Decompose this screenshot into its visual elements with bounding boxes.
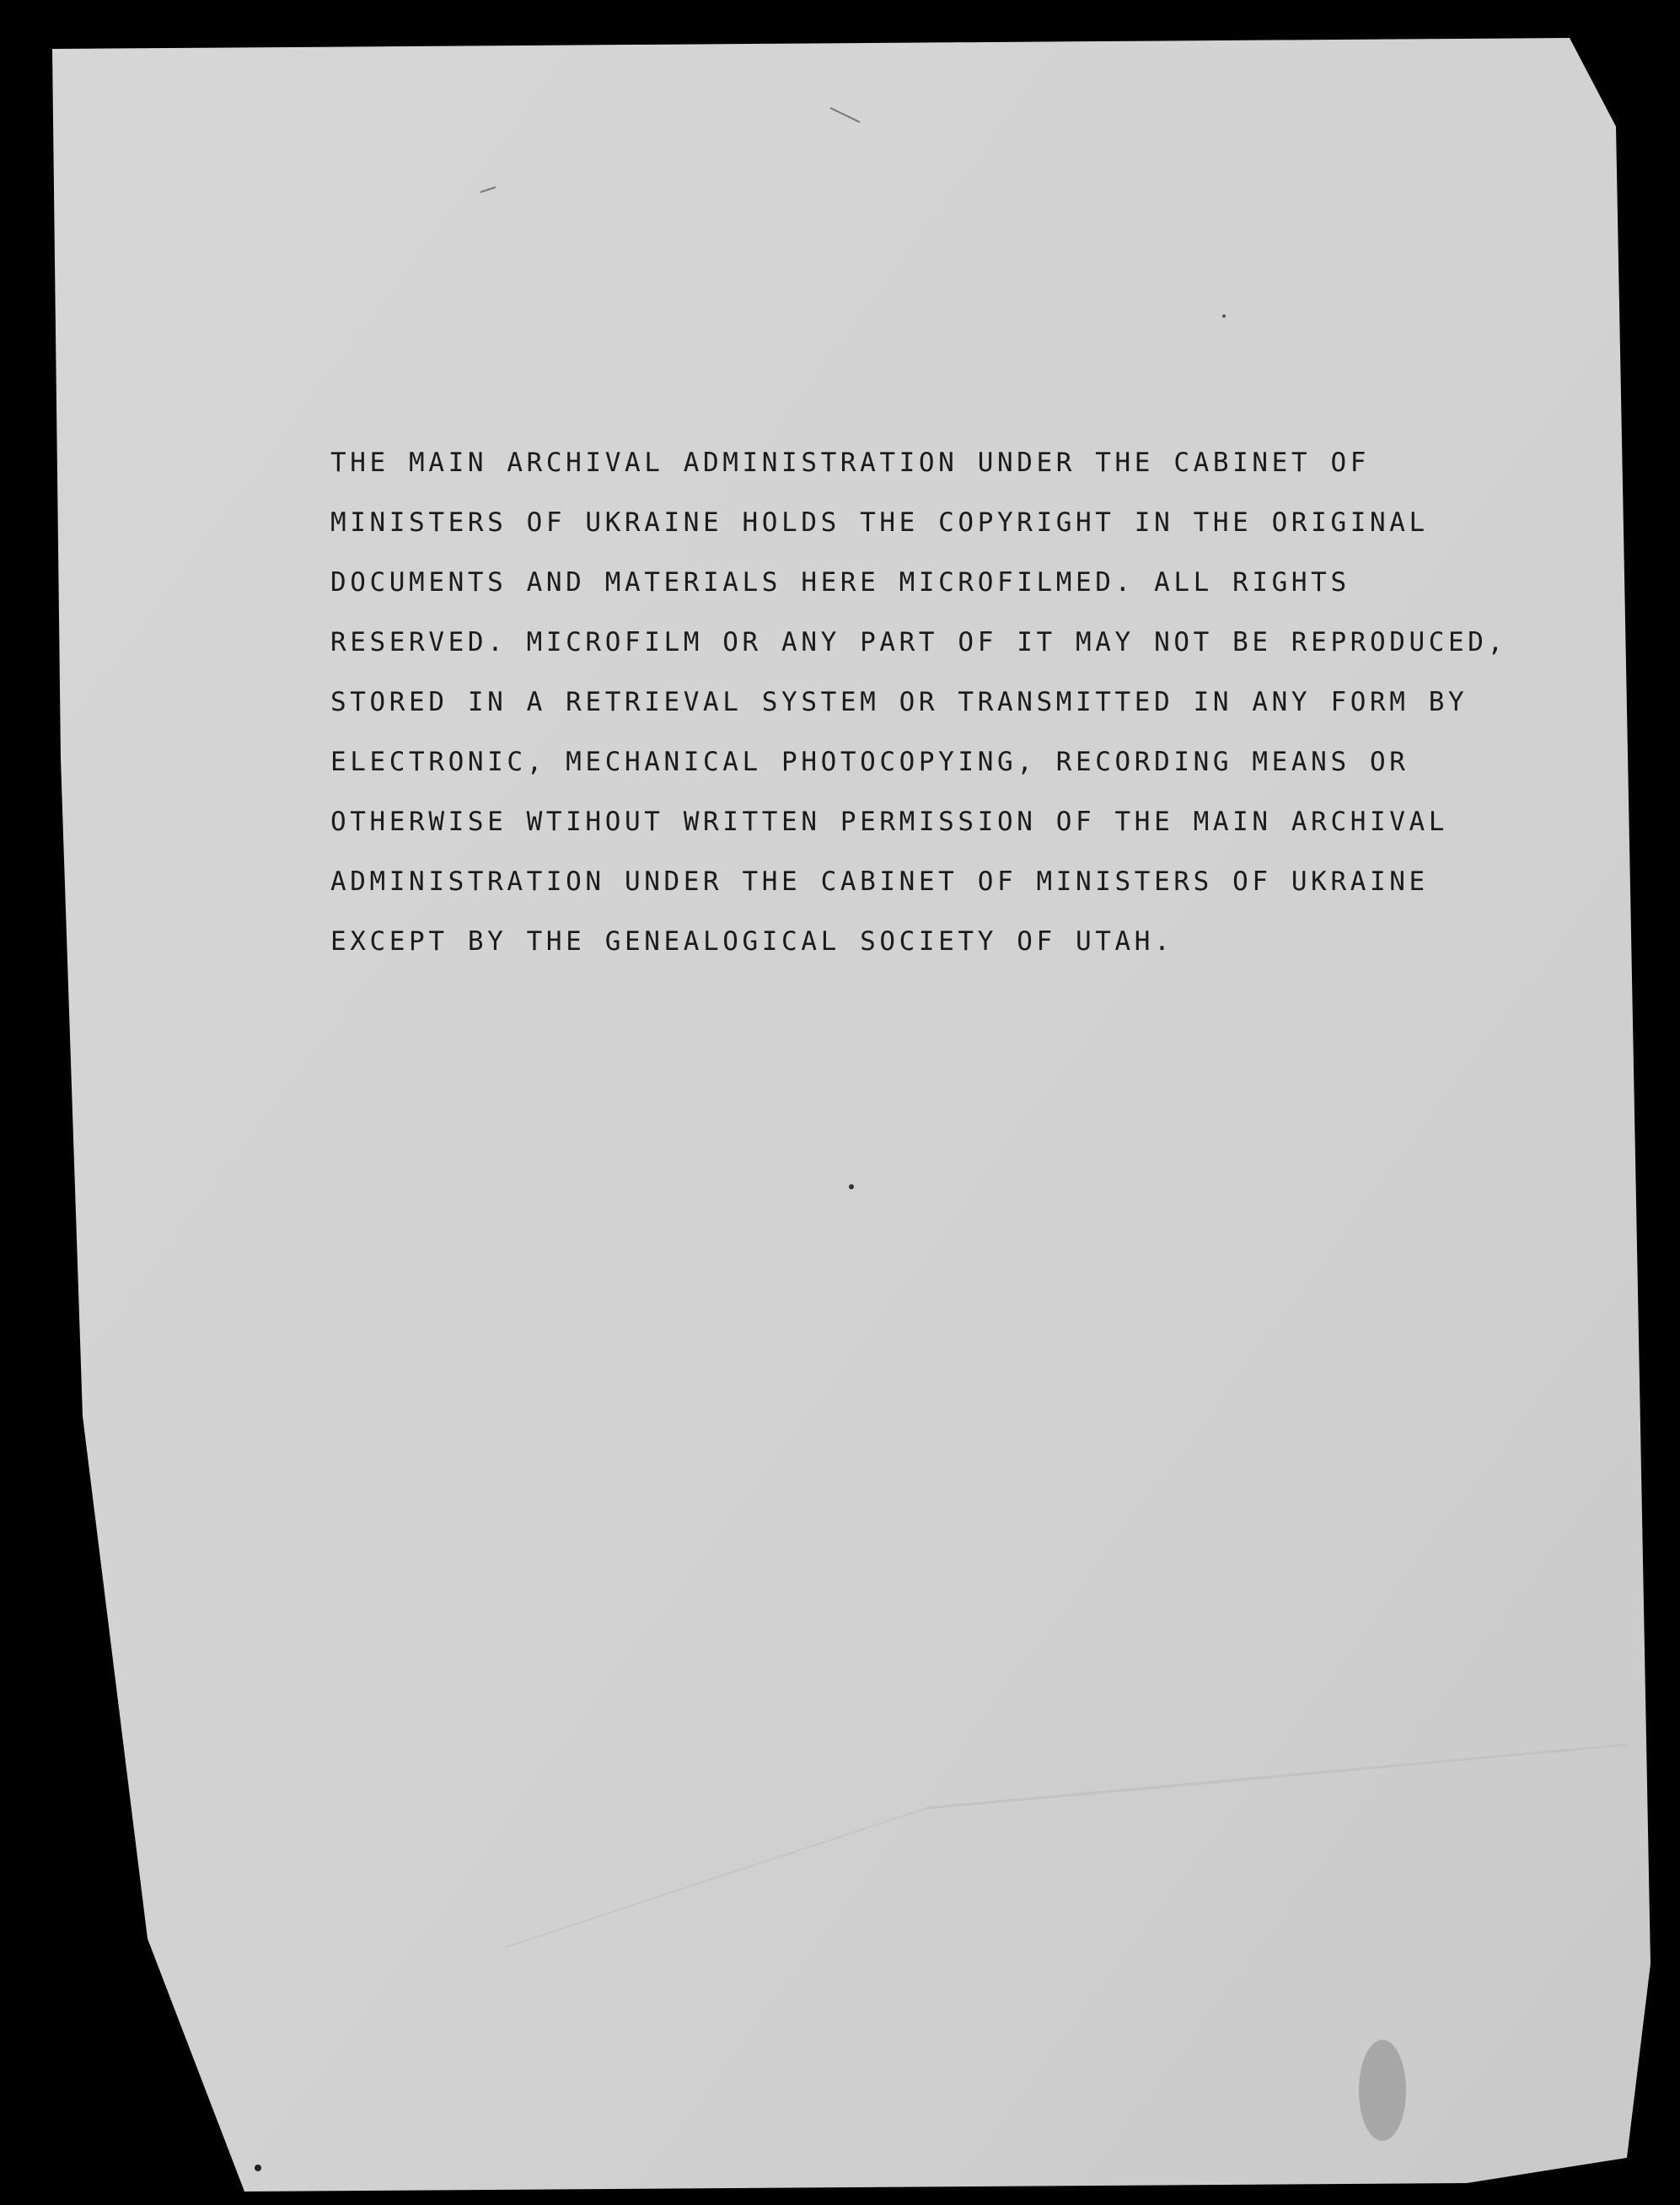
notice-line: ELECTRONIC, MECHANICAL PHOTOCOPYING, RECORDING MEANS OR [330,747,1409,777]
notice-line: DOCUMENTS AND MATERIALS HERE MICROFILMED. ALL RIGHTS [330,567,1350,598]
notice-line: RESERVED. MICROFILM OR ANY PART OF IT MAY NOT BE REPRODUCED, [330,627,1507,657]
paper-surface [52,38,1650,2192]
copyright-notice [330,433,1507,972]
paper-speck [255,2165,261,2171]
notice-line: EXCEPT BY THE GENEALOGICAL SOCIETY OF UTAH. [330,926,1174,957]
paper-speck [849,1184,854,1189]
notice-line: ADMINISTRATION UNDER THE CABINET OF MINISTERS OF UKRAINE [330,866,1429,897]
paper-speck [1222,314,1226,318]
notice-line: MINISTERS OF UKRAINE HOLDS THE COPYRIGHT IN THE ORIGINAL [330,507,1429,538]
notice-line: THE MAIN ARCHIVAL ADMINISTRATION UNDER THE CABINET OF [330,448,1370,478]
notice-line: STORED IN A RETRIEVAL SYSTEM OR TRANSMITTED IN ANY FORM BY [330,687,1468,717]
torn-corner-shadow [1359,2040,1406,2141]
notice-line: OTHERWISE WTIHOUT WRITTEN PERMISSION OF THE MAIN ARCHIVAL [330,807,1449,837]
